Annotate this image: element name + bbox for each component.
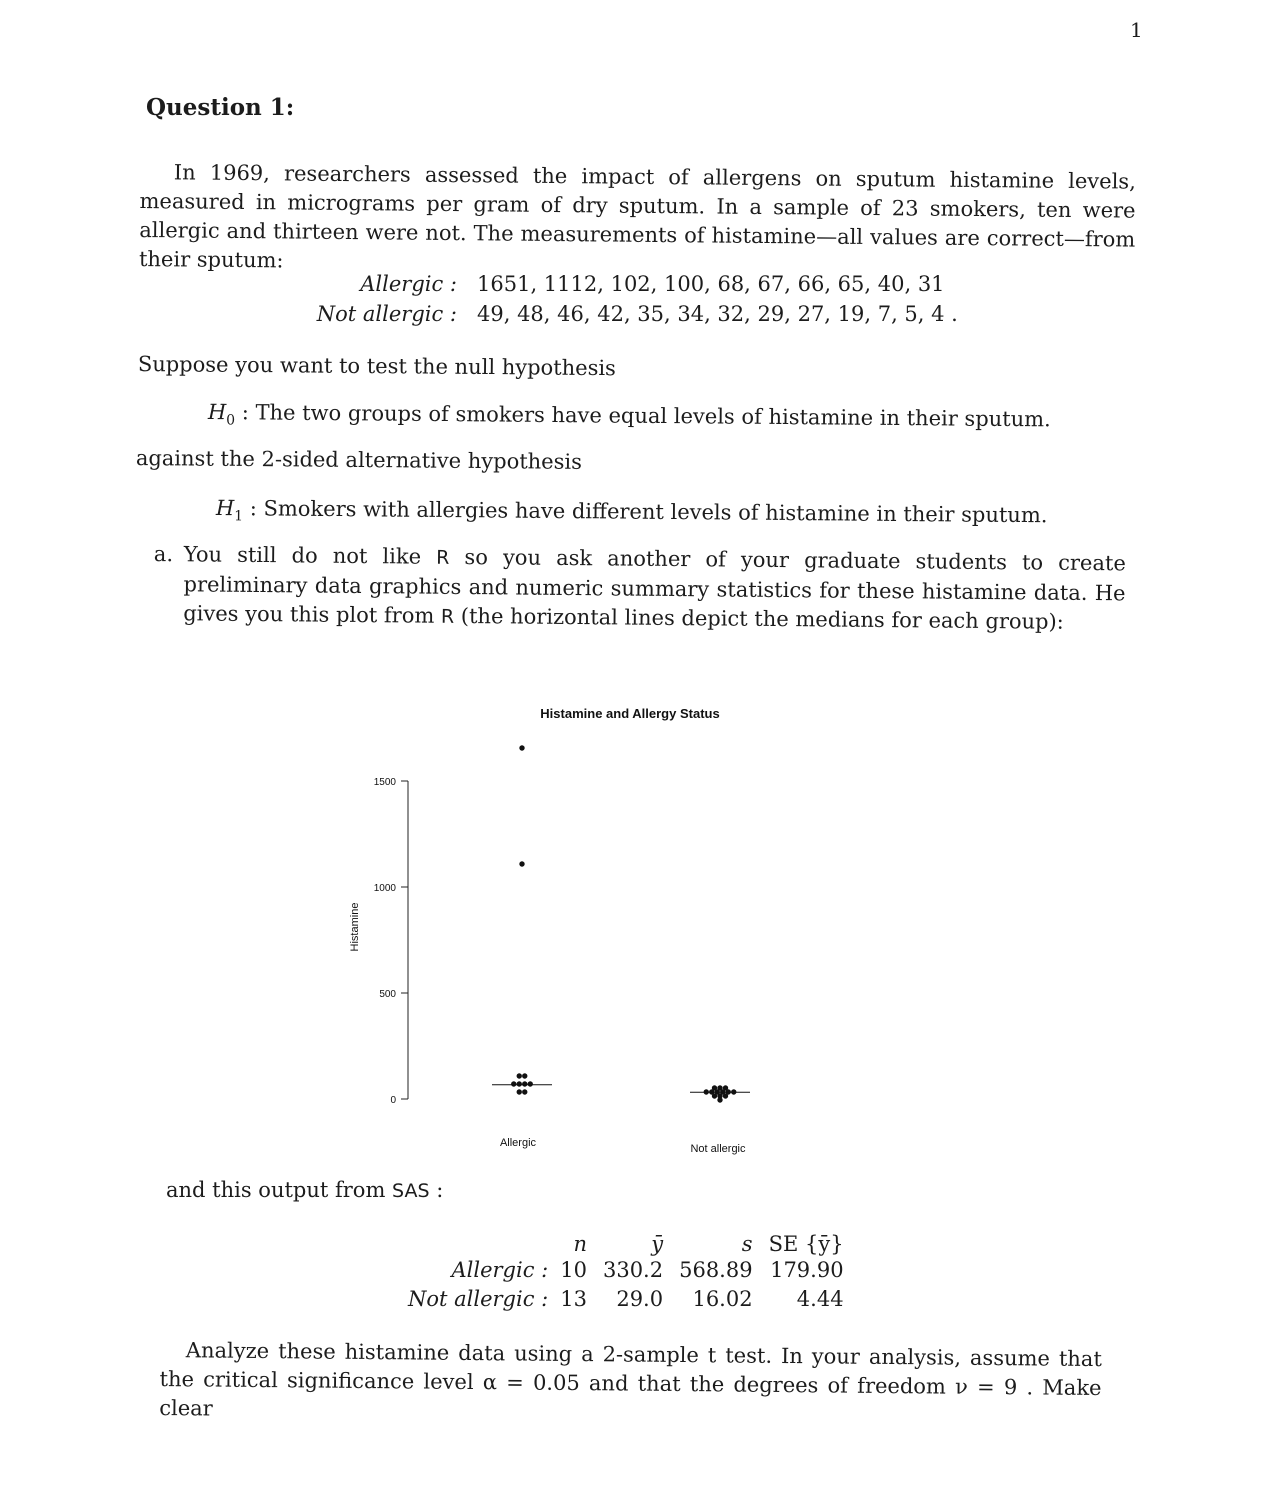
data-row-values: 49, 48, 46, 42, 35, 34, 32, 29, 27, 19, 7, 5, 4 .	[477, 302, 958, 326]
data-point	[528, 1081, 533, 1086]
data-points	[511, 745, 736, 1102]
sas-intro: and this output from SAS :	[166, 1178, 444, 1202]
x-axis-labels	[500, 1137, 746, 1155]
data-row-values: 1651, 1112, 102, 100, 68, 67, 66, 65, 40, 31	[477, 272, 945, 296]
data-point	[712, 1093, 717, 1098]
row-label: Allergic :	[451, 1258, 549, 1282]
h1-symbol: $H_1$	[215, 495, 244, 525]
data-point	[517, 1089, 522, 1094]
y-tick-label: 1000	[373, 883, 396, 894]
intro-paragraph: In 1969, researchers assessed the impact of allergens on sputum histamine levels, measured in micrograms per gram of dry sputum. In a sample of 23 smokers, ten were allergic and thirteen were not. The measurements of histamine—all values are correct—from their sputum:	[138, 160, 1136, 273]
data-point	[522, 1073, 527, 1078]
sas-header-row	[400, 1232, 852, 1256]
cell-sd: 568.89	[679, 1258, 753, 1282]
cell-se: 179.90	[770, 1258, 844, 1282]
null-intro: Suppose you want to test the null hypothesis	[137, 351, 617, 381]
r-name: R	[436, 546, 450, 569]
data-point	[723, 1093, 728, 1098]
part-a-letter: a.	[153, 541, 174, 567]
data-point	[511, 1081, 516, 1086]
data-point	[519, 861, 524, 866]
cell-n: 13	[560, 1287, 587, 1311]
table-row	[400, 1285, 852, 1314]
header-mean: ȳ	[651, 1232, 664, 1256]
x-tick-label: Not allergic	[690, 1143, 746, 1155]
h1-text: : Smokers with allergies have different levels of histamine in their sputum.	[243, 496, 1048, 528]
y-axis-label: Histamine	[349, 902, 361, 952]
y-tick-label: 500	[379, 989, 396, 1000]
analyze-paragraph: Analyze these histamine data using a 2-sample t test. In your analysis, assume that the critical significance level α = 0.05 and that the degrees of freedom ν = 9 . Make clear	[159, 1338, 1102, 1421]
r-name: R	[440, 605, 455, 628]
cell-sd: 16.02	[692, 1287, 753, 1311]
data-point	[717, 1097, 722, 1102]
data-point	[522, 1089, 527, 1094]
data-point	[522, 1081, 527, 1086]
page-number: 1	[1130, 18, 1143, 42]
y-tick-label: 1500	[373, 777, 396, 788]
y-tick-label: 0	[390, 1095, 396, 1106]
alt-intro: against the 2-sided alternative hypothesis	[135, 445, 583, 474]
table-row	[400, 1256, 852, 1285]
data-point	[519, 745, 524, 750]
question-title: Question 1:	[146, 94, 295, 121]
chart-title: Histamine and Allergy Status	[540, 706, 720, 721]
part-a-body: You still do not like R so you ask another of your graduate students to create preliminary data graphics and numeric summary statistics for these histamine data. He gives you this plot from R (the horizontal lines depict the medians for each group):	[183, 542, 1126, 634]
data-point	[517, 1073, 522, 1078]
x-tick-label: Allergic	[499, 1137, 537, 1149]
header-se: SE {ȳ}	[768, 1232, 844, 1256]
sas-output-table	[400, 1232, 852, 1314]
sas-name: SAS	[392, 1180, 430, 1202]
cell-n: 10	[560, 1258, 587, 1282]
data-row-label: Allergic :	[360, 272, 457, 296]
data-point	[517, 1081, 522, 1086]
data-row-label: Not allergic :	[316, 302, 457, 326]
row-label: Not allergic :	[408, 1287, 549, 1311]
header-n: n	[573, 1232, 587, 1256]
cell-mean: 330.2	[602, 1258, 664, 1282]
header-sd: s	[741, 1232, 753, 1256]
y-axis-ticks	[374, 777, 408, 1106]
cell-se: 4.44	[796, 1287, 844, 1311]
h0-symbol: $H_0$	[207, 399, 236, 429]
cell-mean: 29.0	[616, 1287, 664, 1311]
h0-text: : The two groups of smokers have equal levels of histamine in their sputum.	[235, 400, 1051, 432]
